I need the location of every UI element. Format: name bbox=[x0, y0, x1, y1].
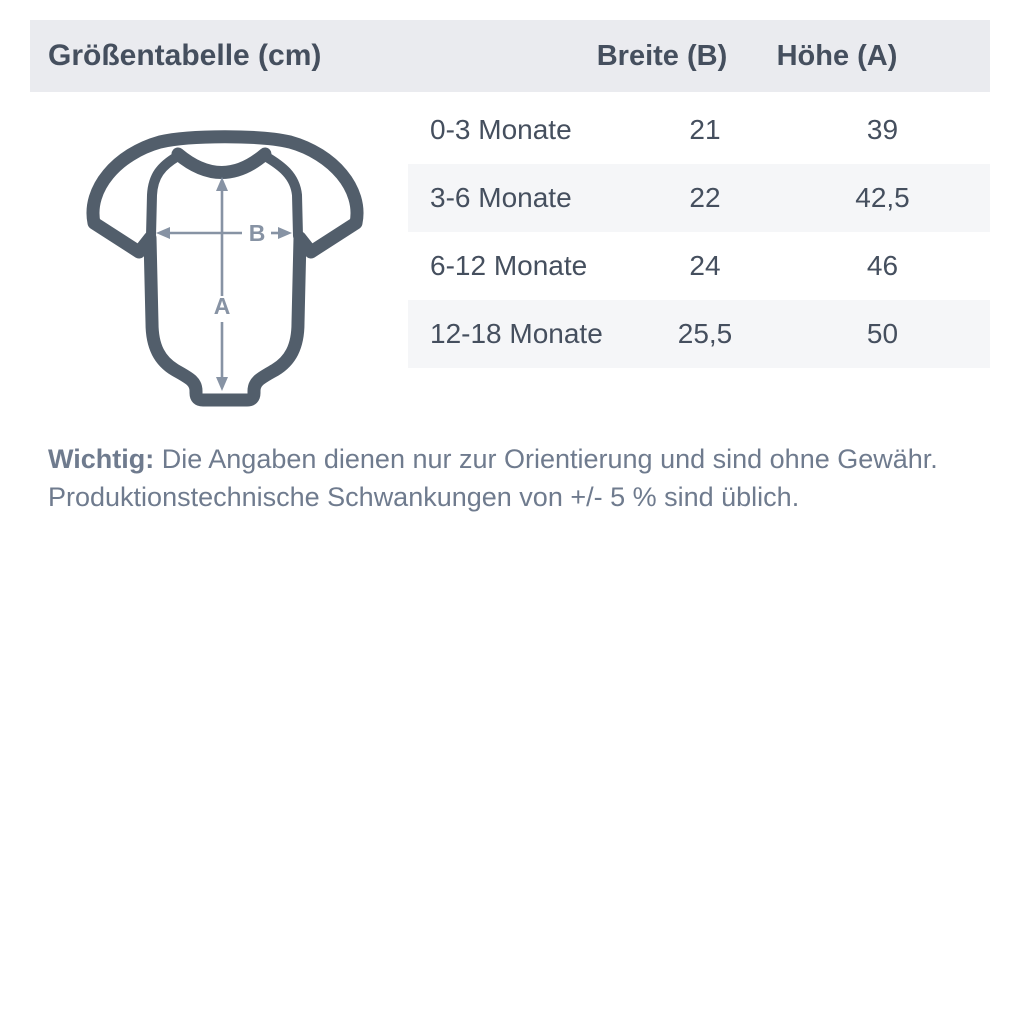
baby-bodysuit-icon bbox=[60, 110, 390, 435]
table-header-bar bbox=[30, 20, 990, 92]
hoehe-value: 39 bbox=[866, 114, 899, 145]
table-row bbox=[408, 300, 990, 368]
size-label: 3-6 Monate bbox=[430, 182, 572, 213]
width-label: B bbox=[248, 220, 266, 246]
size-table bbox=[408, 96, 990, 368]
column-header-hoehe: Höhe (A) bbox=[776, 39, 898, 72]
size-label: 12-18 Monate bbox=[430, 318, 603, 349]
bodysuit-measurement-diagram bbox=[60, 110, 390, 435]
table-row bbox=[408, 96, 990, 164]
breite-value: 25,5 bbox=[677, 318, 733, 349]
hoehe-value: 46 bbox=[866, 250, 899, 281]
disclaimer-line1 bbox=[48, 440, 978, 478]
breite-value: 21 bbox=[689, 114, 721, 145]
page-title: Größentabelle (cm) bbox=[48, 39, 322, 72]
breite-value: 24 bbox=[689, 250, 721, 281]
table-row bbox=[408, 164, 990, 232]
column-header-breite: Breite (B) bbox=[596, 39, 728, 72]
size-label: 0-3 Monate bbox=[430, 114, 572, 145]
size-label: 6-12 Monate bbox=[430, 250, 588, 281]
hoehe-value: 50 bbox=[866, 318, 899, 349]
disclaimer-line2: Produktionstechnische Schwankungen von +/- 5 % sind üblich. bbox=[48, 482, 800, 512]
disclaimer-label: Wichtig: bbox=[48, 444, 155, 474]
hoehe-value: 42,5 bbox=[855, 182, 910, 213]
disclaimer-text1: Die Angaben dienen nur zur Orientierung und sind ohne Gewähr. bbox=[161, 444, 938, 474]
height-label: A bbox=[213, 293, 231, 319]
table-row bbox=[408, 232, 990, 300]
breite-value: 22 bbox=[689, 182, 721, 213]
disclaimer bbox=[48, 440, 978, 516]
